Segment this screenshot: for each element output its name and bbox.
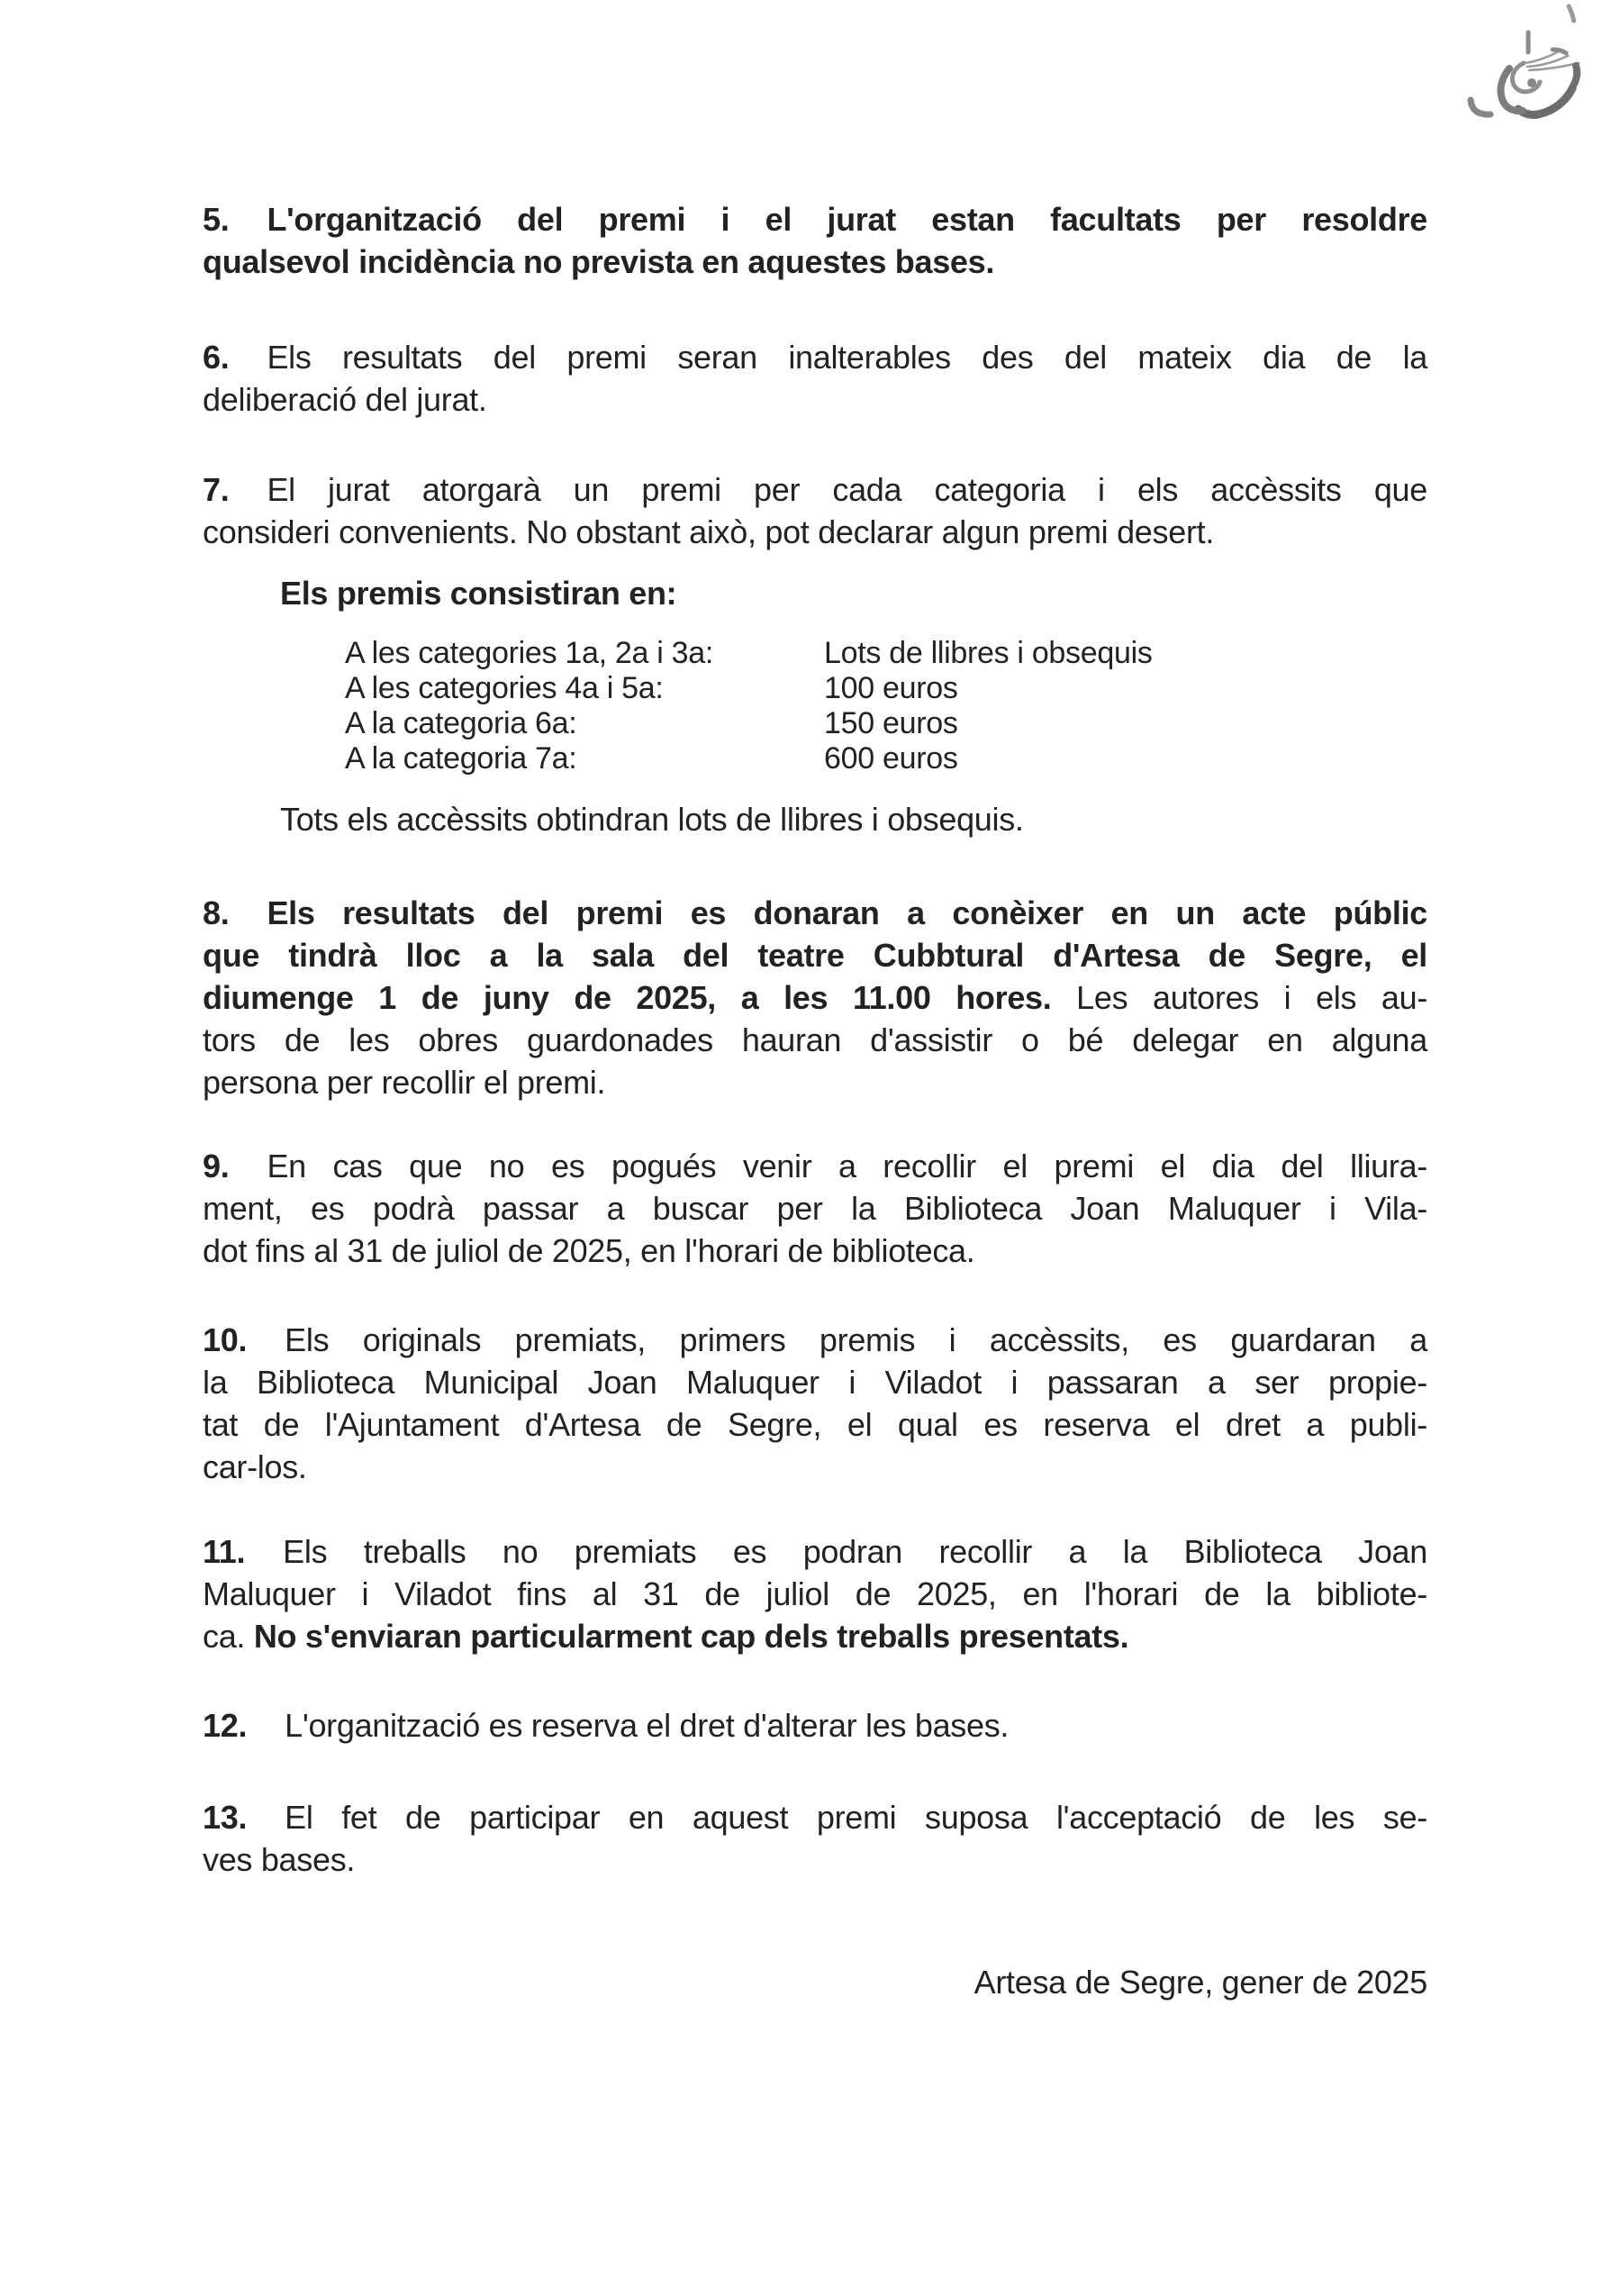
text-line — [203, 976, 1427, 1019]
item-number: 5. — [203, 201, 230, 238]
text-line — [203, 1061, 1427, 1103]
prize-category: A les categories 4a i 5a: — [345, 671, 664, 705]
body-text: Els treballs no premiats es podran recollir a la Biblioteca Joan — [283, 1533, 1427, 1570]
bold-text: que tindrà lloc a la sala del teatre Cubbtural d'Artesa de Segre, el — [203, 937, 1427, 974]
text-line — [203, 468, 1427, 511]
body-text: Maluquer i Viladot fins al 31 de juliol de 2025, en l'horari de la bibliote- — [203, 1575, 1427, 1612]
text-line — [203, 1573, 1427, 1615]
prize-row — [345, 636, 1427, 671]
item-number: 9. — [203, 1148, 230, 1184]
text-line — [203, 934, 1427, 976]
body-text: Els originals premiats, primers premis i accèssits, es guardaran a — [285, 1321, 1427, 1358]
prizes-heading: Els premis consistiran en: — [280, 575, 677, 612]
body-text: Les autores i els au- — [1051, 979, 1428, 1016]
rule-item-12 — [203, 1704, 1427, 1747]
text-line — [203, 1230, 1427, 1272]
text-line — [203, 240, 1427, 283]
prize-category: A la categoria 6a: — [345, 706, 577, 740]
body-text: L'organització es reserva el dret d'alterar les bases. — [285, 1707, 1010, 1744]
text-line — [203, 1446, 1427, 1488]
body-text: El jurat atorgarà un premi per cada categoria i els accèssits que — [267, 471, 1427, 508]
body-text: En cas que no es pogués venir a recollir el premi el dia del lliura- — [267, 1148, 1427, 1184]
rule-item-11 — [203, 1530, 1427, 1657]
prize-list — [345, 636, 1427, 776]
prize-amount: 100 euros — [824, 671, 958, 705]
text-line — [203, 1145, 1427, 1187]
prize-category: A les categories 1a, 2a i 3a: — [345, 636, 714, 670]
rules-list — [203, 198, 1427, 1881]
body-text: El fet de participar en aquest premi suposa l'acceptació de les se- — [285, 1799, 1427, 1836]
text-line — [203, 1838, 1427, 1881]
bold-text: No s'enviaran particularment cap dels treballs presentats. — [253, 1618, 1129, 1655]
bold-text: Els resultats del premi es donaran a conèixer en un acte públic — [267, 894, 1427, 931]
body-text: deliberació del jurat. — [203, 381, 487, 418]
rule-item-9 — [203, 1145, 1427, 1272]
text-line — [203, 1704, 1427, 1747]
text-line — [203, 1615, 1427, 1657]
rule-item-5 — [203, 198, 1427, 283]
item-number: 12. — [203, 1707, 248, 1744]
body-text: dot fins al 31 de juliol de 2025, en l'horari de biblioteca. — [203, 1232, 975, 1269]
rule-item-8 — [203, 892, 1427, 1103]
text-line — [203, 511, 1427, 553]
text-line — [203, 1019, 1427, 1061]
body-text: consideri convenients. No obstant això, pot declarar algun premi desert. — [203, 513, 1215, 550]
body-text: tors de les obres guardonades hauran d'assistir o bé delegar en alguna — [203, 1021, 1427, 1058]
body-text: Els resultats del premi seran inalterables des del mateix dia de la — [267, 339, 1427, 376]
prize-amount: 600 euros — [824, 741, 958, 776]
item-number: 6. — [203, 339, 230, 376]
rule-item-13 — [203, 1796, 1427, 1881]
item-number: 8. — [203, 894, 230, 931]
body-text: ment, es podrà passar a buscar per la Biblioteca Joan Maluquer i Vila- — [203, 1190, 1427, 1227]
text-line — [203, 378, 1427, 421]
item-number: 13. — [203, 1799, 248, 1836]
prize-amount: 150 euros — [824, 706, 958, 740]
item-number: 7. — [203, 471, 230, 508]
body-text: tat de l'Ajuntament d'Artesa de Segre, el qual es reserva el dret a publi- — [203, 1406, 1427, 1443]
body-text: car-los. — [203, 1448, 307, 1485]
library-scribble-logo-icon — [1423, 0, 1621, 153]
text-line — [203, 1530, 1427, 1573]
prize-category: A la categoria 7a: — [345, 741, 577, 776]
body-text: L'organització del premi i el jurat estan facultats per resoldre — [267, 201, 1427, 238]
text-line — [203, 1796, 1427, 1838]
prize-row — [345, 706, 1427, 741]
text-line — [203, 336, 1427, 378]
text-line — [203, 1361, 1427, 1403]
bold-text: diumenge 1 de juny de 2025, a les 11.00 hores. — [203, 979, 1052, 1016]
body-text: qualsevol incidència no prevista en aquestes bases. — [203, 243, 995, 280]
body-text: ca. — [203, 1618, 254, 1655]
prize-row — [345, 741, 1427, 776]
item-number: 11. — [203, 1533, 246, 1570]
pen-tick-icon — [1569, 6, 1574, 21]
text-line — [203, 1403, 1427, 1446]
rule-item-7 — [203, 468, 1427, 553]
prizes-note: Tots els accèssits obtindran lots de llibres i obsequis. — [280, 801, 1024, 838]
body-text: persona per recollir el premi. — [203, 1064, 606, 1101]
prize-amount: Lots de llibres i obsequis — [824, 636, 1153, 670]
text-line — [203, 892, 1427, 934]
rule-item-10 — [203, 1319, 1427, 1488]
body-text: la Biblioteca Municipal Joan Maluquer i Viladot i passaran a ser propie- — [203, 1364, 1427, 1401]
rule-item-6 — [203, 336, 1427, 421]
body-text: ves bases. — [203, 1841, 356, 1878]
item-number: 10. — [203, 1321, 248, 1358]
text-line — [203, 198, 1427, 240]
prize-row — [345, 671, 1427, 706]
text-line — [203, 1319, 1427, 1361]
document-body — [203, 198, 1427, 2003]
text-line — [203, 1187, 1427, 1230]
dateline: Artesa de Segre, gener de 2025 — [974, 1964, 1427, 2001]
